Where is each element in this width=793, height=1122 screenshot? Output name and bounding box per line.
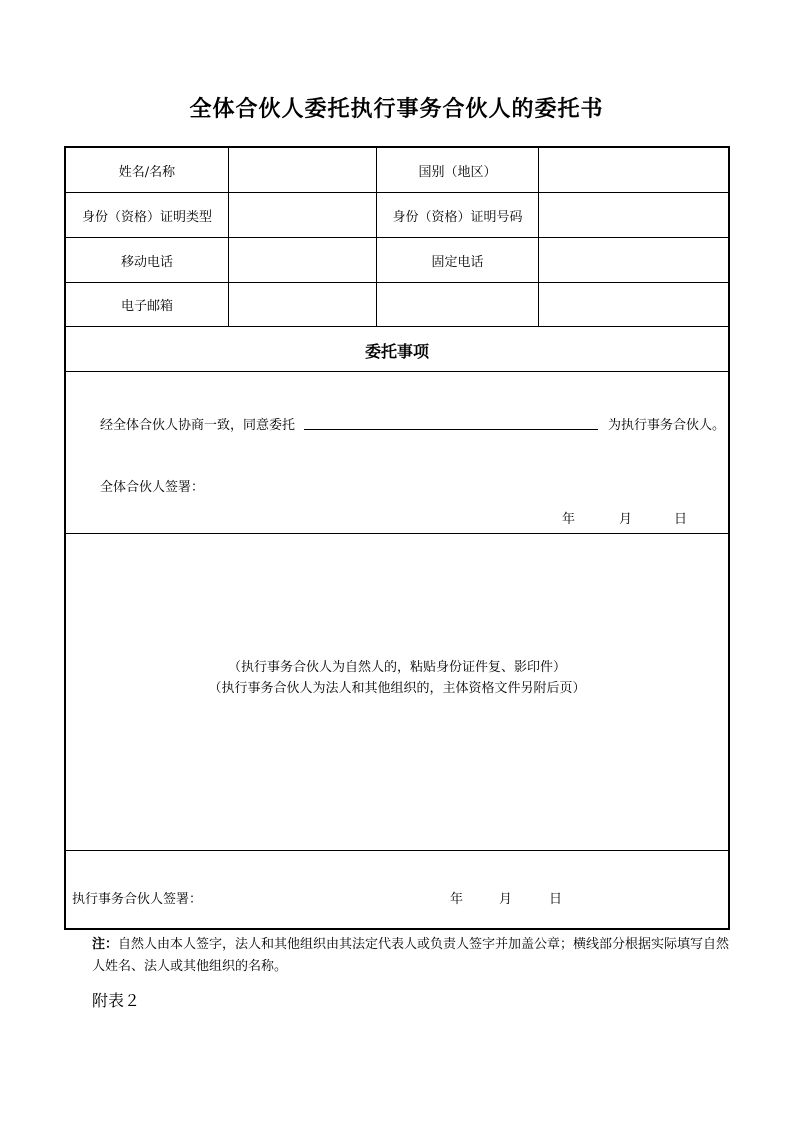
country-label: 国别（地区） xyxy=(418,164,497,180)
executor-sign-label: 执行事务合伙人签署： xyxy=(72,892,203,907)
executor-sign-year: 年 xyxy=(450,892,464,907)
id-number-label: 身份（资格）证明号码 xyxy=(392,209,523,225)
landline-field[interactable] xyxy=(539,238,728,282)
document-title: 全体合伙人委托执行事务合伙人的委托书 xyxy=(189,97,604,122)
email-label: 电子邮箱 xyxy=(120,298,173,314)
divider xyxy=(66,533,728,534)
entrust-heading: 委托事项 xyxy=(364,341,429,361)
attachment-note-2: （执行事务合伙人为法人和其他组织的，主体资格文件另附后页） xyxy=(208,681,586,696)
mobile-field[interactable] xyxy=(229,238,376,282)
id-type-label: 身份（资格）证明类型 xyxy=(81,209,212,225)
entrust-statement-suffix: 为执行事务合伙人。 xyxy=(608,418,726,433)
entrustment-form xyxy=(64,146,730,930)
footnote-text: 自然人由本人签字，法人和其他组织由其法定代表人或负责人签字并加盖公章；横线部分根据实际填写自然人姓名、法人或其他组织的名称。 xyxy=(92,937,730,974)
partners-sign-year: 年 xyxy=(562,512,576,527)
partners-sign-month: 月 xyxy=(619,512,633,527)
footnote-prefix: 注： xyxy=(92,937,119,952)
name-label: 姓名/名称 xyxy=(118,164,176,180)
name-field[interactable] xyxy=(229,148,376,192)
executor-sign-month: 月 xyxy=(499,892,513,907)
executor-sign-day: 日 xyxy=(549,892,563,907)
id-type-field[interactable] xyxy=(229,193,376,237)
country-field[interactable] xyxy=(539,148,728,192)
divider xyxy=(66,326,728,327)
id-number-field[interactable] xyxy=(539,193,728,237)
email-field[interactable] xyxy=(229,282,376,326)
footnote xyxy=(92,934,732,978)
appendix-label: 附表２ xyxy=(92,991,141,1010)
attachment-note-1: （执行事务合伙人为自然人的，粘贴身份证件复、影印件） xyxy=(227,660,566,675)
entrusted-party-blank[interactable] xyxy=(304,429,598,430)
divider xyxy=(66,850,728,851)
entrust-statement-prefix: 经全体合伙人协商一致，同意委托 xyxy=(100,418,296,433)
mobile-label: 移动电话 xyxy=(120,254,173,270)
partners-sign-day: 日 xyxy=(674,512,688,527)
partners-sign-label: 全体合伙人签署： xyxy=(100,480,205,495)
landline-label: 固定电话 xyxy=(431,254,484,270)
